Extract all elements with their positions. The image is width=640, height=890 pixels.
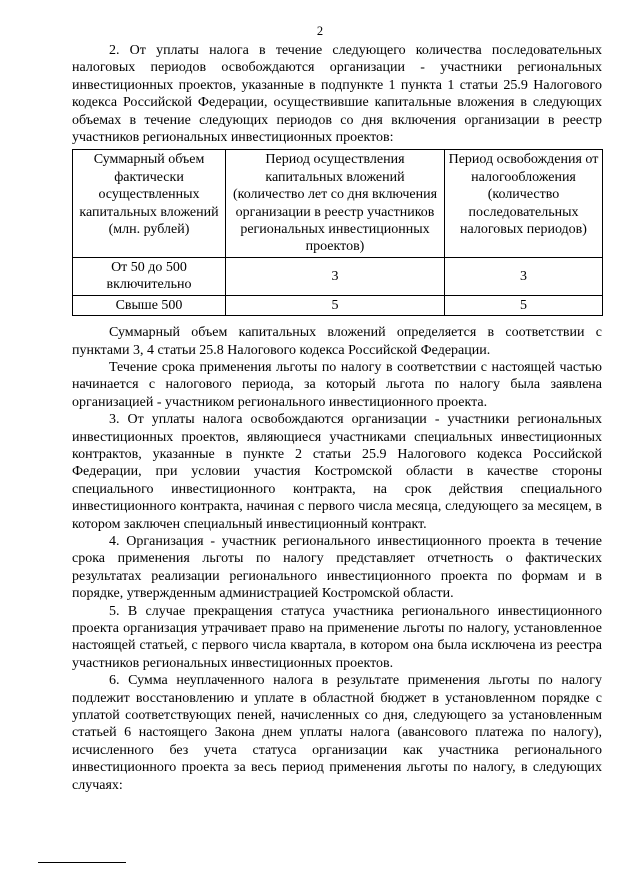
paragraph-2: 2. От уплаты налога в течение следующего количества последовательных налоговых периодов освобождаются организации - участники региональных инвестиционных проектов, указанные в подпункте 1 пункта 1 статьи 25.9 Налогового кодекса Российской Федерации, осуществившие капитальные вложения в следующих объемах в течение следующих периодов со дня включения организации в реестр участников региональных инвестиционных проектов: [72,43,602,146]
table-header-row [73,150,603,257]
table-row [73,257,603,295]
table-row [73,295,603,315]
table-cell-period: 5 [226,295,445,315]
paragraph-volume-definition: Суммарный объем капитальных вложений определяется в соответствии с пунктами 3, 4 статьи 25.8 Налогового кодекса Российской Федерации. [72,325,602,358]
paragraph-6: 6. Сумма неуплаченного налога в результате применения льготы по налогу подлежит восстановлению и уплате в областной бюджет в установленном порядке с уплатой соответствующих пеней, начисленных со дня, следующего за установленным статьей 6 настоящего Закона днем уплаты налога (авансового платежа по налогу), исчисленного без учета статуса организации как участника регионального инвестиционного проекта за весь период применения льготы по налогу, в следующих случаях: [72,673,602,793]
paragraph-5: 5. В случае прекращения статуса участника регионального инвестиционного проекта организация утрачивает право на применение льготы по налогу, установленное настоящей статьей, с первого числа квартала, в котором она была исключена из реестра участников региональных инвестиционных проектов. [72,603,602,671]
paragraph-3: 3. От уплаты налога освобождаются организации - участники региональных инвестиционных проектов, являющиеся участниками специальных инвестиционных контрактов, указанные в пункте 2 статьи 25.9 Налогового кодекса Российской Федерации, при условии участия Костромской области в качестве стороны специального инвестиционного контракта, на срок действия специального инвестиционного контракта, начиная с первого числа месяца, следующего за месяцем, в котором заключен специальный инвестиционный контракт. [72,412,602,532]
table-cell-volume: Свыше 500 [73,295,226,315]
paragraph-term-start: Течение срока применения льготы по налогу в соответствии с настоящей частью начинается с налогового периода, за который льгота по налогу была заявлена организацией - участником регионального инвестиционного проекта. [72,359,602,410]
table-cell-volume: От 50 до 500 включительно [73,257,226,295]
document-body [72,42,602,794]
paragraph-4: 4. Организация - участник регионального инвестиционного проекта в течение срока применения льготы по налогу представляет отчетность о фактических результатах реализации регионального инвестиционного проекта по формам и в порядке, утвержденным администрацией Костромской области. [72,533,602,602]
header-exemption-period: Период освобождения от налогообложения (количество последовательных налоговых периодов) [445,150,603,257]
header-investment-volume: Суммарный объем фактически осуществленных капитальных вложений (млн. рублей) [73,150,226,257]
benefit-table [72,149,603,316]
page-number: 2 [316,24,324,38]
footnote-divider [38,862,126,863]
header-investment-period: Период осуществления капитальных вложений (количество лет со дня включения организации в реестр участников региональных инвестиционных проектов) [226,150,445,257]
table-cell-exemption: 3 [445,257,603,295]
table-cell-period: 3 [226,257,445,295]
table-cell-exemption: 5 [445,295,603,315]
